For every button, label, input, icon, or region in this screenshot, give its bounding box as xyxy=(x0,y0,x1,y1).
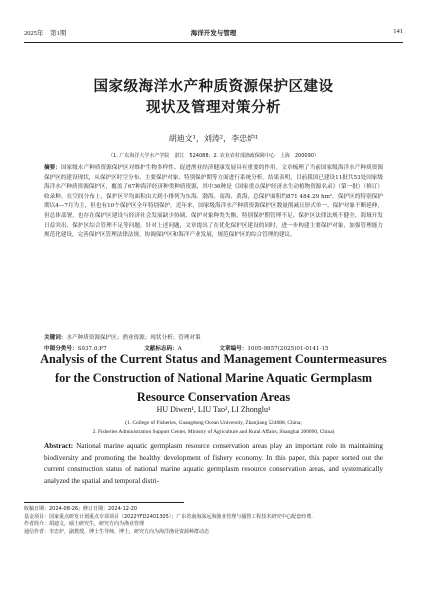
running-header xyxy=(24,28,403,42)
footnote-fund: 基金项目：国家重点研发计划重点专项项目（2022YFD2401305）；广东省南海深远海渔业管理与捕捞工程技术研究中心配套经费. xyxy=(24,513,313,520)
abstract-en-label: Abstract: xyxy=(44,442,74,450)
title-cn-line-1: 国家级海洋水产种质资源保护区建设 xyxy=(93,78,334,95)
title-cn-line-2: 现状及管理对策分析 xyxy=(146,99,281,116)
abstract-en xyxy=(44,441,383,487)
clc-label: 中图分类号： xyxy=(44,346,78,352)
title-en-line-2: for the Construction of National Marine Aquatic Germplasm xyxy=(55,371,372,385)
authors-cn: 胡迪文¹，刘涛²，李忠炉¹ xyxy=(168,134,259,143)
doc-code-label: 文献标志码： xyxy=(144,346,178,352)
header-rule xyxy=(24,42,403,43)
abstract-cn xyxy=(44,164,383,241)
abstract-en-text: National marine aquatic germplasm resource conservation areas play an important role in maintaining biodiversity and promoting the healthy development of fishery economy. In this paper, this paper sorted out the current construction status of national marine aquatic germplasm resource conservation areas, and systematically analyzed the spatial and temporal distri- xyxy=(44,442,383,485)
abstract-cn-text: 国家级水产种质资源保护区对维护生物多样性、促进渔业经济健康发展具有重要的作用。文章梳理了当前国家级海洋水产种质资源保护区的建设现状，从保护区时空分布、主要保护对象、特别保护期等方面进行系统分析。结果表明，目前我国已建设11批共53处国家级海洋水产种质资源保护区，覆盖了67种海洋经济种类种质资源，其中36种是《国家重点保护经济水生动植物资源名录》（第一批）（修订）收录种。在空间分布上，保护区平均面积由大到小排列为东海、渤海、南海、黄海，总保护面积约871 484.29 hm²。保护区的特别保护期以4—7月为主，但也有10个保护区全年特别保护。近年来，国家级海洋水产种质资源保护区数量削减且形式单一、保护对象不断延伸，但总体部署，也存在保护区建设与经济社会发展缺少协调、保护对象种类失衡、特别保护期管理不足、保护区法律法规不健全、海域开发日益突出、保护区综合管理不足等问题。针对上述问题，文章提出了在优化保护区建设的同时，进一步构建主要保护对象，加强管理能力规范化建设，完善保护区管理法律法规，协调保护区和海洋产业发展，规范保护区的综合管理的建议。 xyxy=(44,165,383,239)
keywords-cn-text: 水产种质资源保护区；渔业资源；现状分析；管理对策 xyxy=(66,335,201,341)
footnote-rule xyxy=(24,502,184,503)
keywords-cn xyxy=(44,333,201,341)
affiliation-en-line-2: 2. Fisheries Administration Support Center, Ministry of Agriculture and Rural Affairs, Shanghai 200090, China) xyxy=(92,429,335,435)
journal-name: 海洋开发与管理 xyxy=(190,29,237,37)
affiliation-en-line-1: (1. College of Fisheries, Guangdong Ocean University, Zhanjiang 524088, China; xyxy=(125,420,302,426)
page-number: 141 xyxy=(393,28,403,35)
doc-code-value: A xyxy=(177,346,182,352)
article-id-value: 1005-9857(2025)01-0141-15 xyxy=(247,346,329,352)
title-en-line-1: Analysis of the Current Status and Management Countermeasures xyxy=(40,352,387,366)
keywords-cn-label: 关键词： xyxy=(44,335,67,341)
title-cn xyxy=(0,76,427,118)
title-en xyxy=(0,350,427,407)
footnote-author-bio: 作者简介：胡迪文，硕士研究生，研究方向为渔业管理 xyxy=(24,521,145,528)
clc-value: S937.0;P7 xyxy=(77,346,107,352)
article-id-label: 文章编号： xyxy=(219,346,248,352)
footnote-received: 收稿日期：2024-08-26；修订日期：2024-12-20 xyxy=(24,506,138,512)
authors-en: HU Diwen¹, LIU Tao², LI Zhonglu¹ xyxy=(156,405,271,414)
affiliations-cn: （1. 广东海洋大学水产学院 湛江 524088；2. 农业农村部渔政保障中心 上海 200090） xyxy=(108,153,319,159)
abstract-cn-label: 摘要： xyxy=(44,165,61,171)
footnote-corresponding-author: 通信作者：李忠炉，副教授，博士生导师，博士，研究方向为海洋渔业资源种群动态 xyxy=(24,528,210,535)
title-en-line-3: Resource Conservation Areas xyxy=(136,390,291,404)
affiliations-en xyxy=(0,420,427,435)
issue-info: 2025年 第1期 xyxy=(24,30,67,37)
footnotes xyxy=(24,506,403,536)
